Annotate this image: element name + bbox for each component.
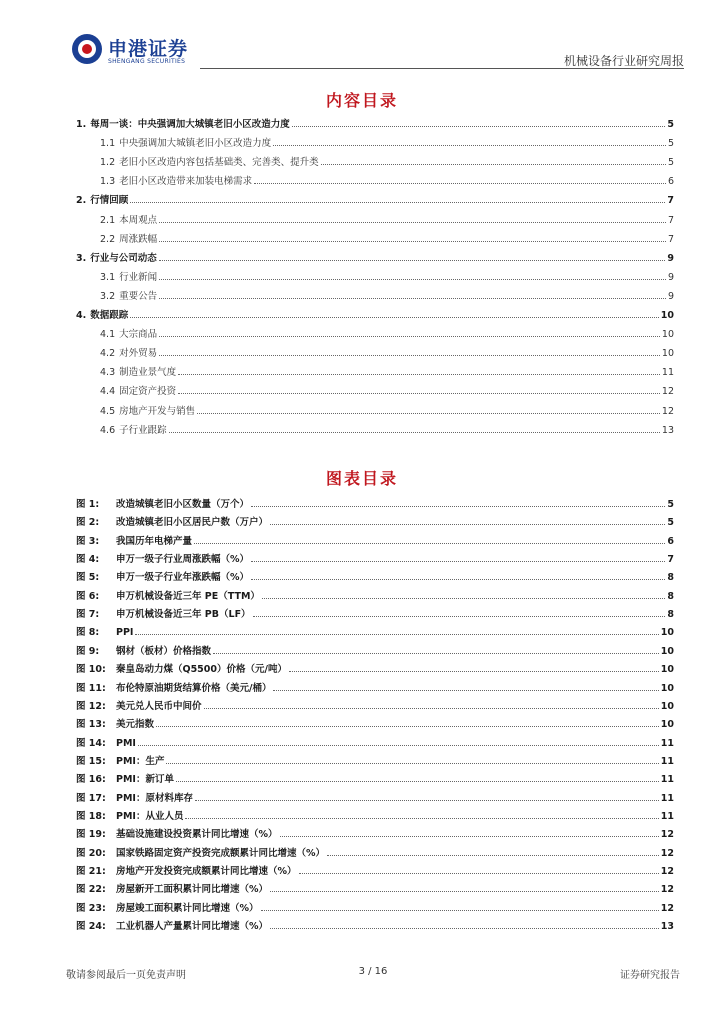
entry-label: 布伦特原油期货结算价格（美元/桶） [116,682,272,694]
dot-leader [169,431,660,433]
entry-label: 改造城镇老旧小区居民户数（万户） [116,517,269,529]
dot-leader [289,670,659,672]
entry-label: PMI：从业人员 [116,810,184,822]
entry-label: PPI [116,627,134,639]
toc-entry[interactable] [76,248,674,264]
entry-number: 图 2: [76,517,100,529]
entry-label: 行业新闻 [119,271,158,283]
entry-label: 子行业跟踪 [119,424,167,436]
dot-leader [130,316,659,318]
dot-leader [176,780,659,782]
figure-entry[interactable] [76,843,674,859]
figure-entry[interactable] [76,714,674,730]
entry-number: 4.4 [100,386,116,398]
entry-label: 每周一谈：中央强调加大城镇老旧小区改造力度 [90,119,290,130]
entry-number: 4.6 [100,424,116,436]
entry-label: 重要公告 [119,290,158,302]
toc-entry[interactable] [76,324,674,340]
entry-page: 9 [667,252,674,264]
brand-name-en: SHENGANG SECURITIES [108,58,186,65]
entry-number: 图 24: [76,921,106,933]
toc-title: 内容目录 [325,91,398,110]
entry-label: 房地产开发与销售 [119,405,196,417]
entry-label: 本周观点 [119,214,158,226]
dot-leader [253,615,666,617]
entry-number: 图 3: [76,535,100,547]
entry-page: 8 [667,572,674,584]
entry-page: 10 [660,627,674,639]
entry-label: 申万机械设备近三年 PE（TTM） [116,590,260,602]
dot-leader [270,890,659,892]
entry-page: 9 [667,290,674,302]
entry-label: 基础设施建设投资累计同比增速（%） [116,829,278,841]
toc-entry[interactable] [76,152,674,168]
figure-entry[interactable] [76,898,674,914]
entry-page: 11 [660,792,674,804]
toc-entry[interactable] [76,190,674,206]
dot-leader [280,835,659,837]
entry-label: 我国历年电梯产量 [116,535,193,547]
toc-entry[interactable] [76,420,674,436]
entry-number: 3. [76,252,87,264]
footer-disclaimer: 敬请参阅最后一页免责声明 [66,970,186,981]
toc-entry[interactable] [76,286,674,302]
figure-entry[interactable] [76,531,674,547]
dot-leader [185,817,658,819]
entry-label: 行业与公司动态 [90,252,157,264]
dot-leader [178,392,660,394]
figure-entry[interactable] [76,788,674,804]
entry-page: 6 [667,176,674,188]
dot-leader [251,560,665,562]
dot-leader [159,278,666,280]
dot-leader [166,762,658,764]
entry-number: 2.1 [100,214,116,226]
entry-label: 数据跟踪 [90,310,129,321]
dot-leader [135,633,658,635]
figure-entry[interactable] [76,549,674,565]
entry-page: 7 [667,233,674,245]
entry-number: 1.2 [100,157,116,169]
dot-leader [273,689,658,691]
entry-page: 12 [660,884,674,896]
entry-page: 10 [660,682,674,694]
dot-leader [197,412,660,414]
entry-number: 图 19: [76,829,106,841]
entry-label: PMI [116,737,136,749]
entry-label: 行情回顾 [90,195,129,207]
entry-label: 老旧小区改造带来加装电梯需求 [119,176,253,188]
entry-label: 房屋竣工面积累计同比增速（%） [116,902,259,914]
entry-number: 4. [76,310,87,321]
entry-number: 图 10: [76,664,106,676]
entry-page: 11 [661,367,674,379]
page-number: 3 / 16 [358,966,388,977]
figure-entry[interactable] [76,604,674,620]
header-divider [200,68,684,69]
entry-label: 改造城镇老旧小区数量（万个） [116,499,250,510]
figure-entry[interactable] [76,659,674,675]
entry-page: 12 [661,386,674,398]
entry-page: 10 [660,700,674,712]
figure-entry[interactable] [76,806,674,822]
figure-entry[interactable] [76,861,674,877]
dot-leader [159,240,666,242]
toc-entry[interactable] [76,229,674,245]
entry-number: 图 6: [76,590,100,602]
toc-entry[interactable] [76,210,674,226]
entry-page: 10 [661,348,674,360]
entry-number: 3.1 [100,271,116,283]
entry-page: 12 [660,902,674,914]
entry-number: 图 23: [76,902,106,914]
entry-page: 7 [667,554,674,566]
report-title: 机械设备行业研究周报 [563,54,684,68]
entry-label: 周涨跌幅 [119,233,158,245]
entry-page: 11 [660,755,674,767]
entry-label: 大宗商品 [119,329,158,341]
dot-leader [262,597,665,599]
entry-page: 6 [667,535,674,547]
figure-entry[interactable] [76,586,674,602]
entry-page: 9 [667,271,674,283]
figure-entry[interactable] [76,733,674,749]
entry-number: 图 21: [76,866,106,877]
entry-page: 12 [661,405,674,417]
entry-label: PMI：新订单 [116,774,174,786]
entry-page: 12 [660,866,674,877]
toc-entry[interactable] [76,305,674,321]
entry-page: 5 [667,517,674,529]
entry-number: 图 11: [76,682,106,694]
entry-number: 4.3 [100,367,116,379]
entry-number: 图 9: [76,645,100,657]
entry-label: 中央强调加大城镇老旧小区改造力度 [119,138,272,150]
figure-entry[interactable] [76,494,674,510]
dot-leader [159,354,660,356]
entry-number: 1. [76,119,87,130]
dot-leader [321,163,666,165]
entry-number: 图 4: [76,554,100,566]
entry-number: 图 7: [76,609,100,621]
entry-page: 13 [661,424,674,436]
figure-entry[interactable] [76,751,674,767]
entry-number: 图 22: [76,884,106,896]
entry-number: 1.1 [100,138,116,150]
toc-entry[interactable] [76,362,674,378]
dot-leader [159,297,666,299]
dot-leader [130,201,665,203]
entry-page: 5 [667,157,674,169]
brand-name-cn: 申港证券 [108,38,189,60]
entry-label: 工业机器人产量累计同比增速（%） [116,921,269,933]
entry-page: 7 [667,195,674,207]
entry-number: 4.2 [100,348,116,360]
logo-icon [72,34,102,64]
dot-leader [270,523,665,525]
entry-page: 10 [660,664,674,676]
entry-number: 4.1 [100,329,116,341]
entry-page: 5 [667,138,674,150]
entry-page: 10 [660,310,674,321]
entry-number: 图 17: [76,792,106,804]
entry-number: 图 12: [76,700,106,712]
entry-number: 图 13: [76,719,106,731]
entry-page: 10 [660,719,674,731]
dot-leader [204,707,659,709]
entry-page: 7 [667,214,674,226]
entry-page: 11 [660,774,674,786]
figure-entry[interactable] [76,879,674,895]
dot-leader [251,578,665,580]
entry-page: 13 [660,921,674,933]
entry-number: 3.2 [100,290,116,302]
entry-number: 1.3 [100,176,116,188]
footer-report-type: 证券研究报告 [620,970,680,981]
entry-label: 固定资产投资 [119,386,177,398]
entry-label: 申万一级子行业周涨跌幅（%） [116,554,250,566]
entry-label: PMI：原材料库存 [116,792,193,804]
dot-leader [156,725,659,727]
entry-number: 4.5 [100,405,116,417]
figure-entry[interactable] [76,916,674,932]
entry-page: 11 [660,737,674,749]
entry-number: 2.2 [100,233,116,245]
entry-label: 对外贸易 [119,348,158,360]
figure-entry[interactable] [76,512,674,528]
entry-label: 国家铁路固定资产投资完成额累计同比增速（%） [116,847,326,859]
entry-page: 8 [667,590,674,602]
dot-leader [327,854,659,856]
entry-label: 制造业景气度 [119,367,177,379]
toc-entry[interactable] [76,401,674,417]
entry-label: 房屋新开工面积累计同比增速（%） [116,884,269,896]
figure-entry[interactable] [76,622,674,638]
dot-leader [251,505,665,507]
dot-leader [299,872,659,874]
entry-page: 5 [667,119,674,130]
entry-number: 图 14: [76,737,106,749]
dot-leader [213,652,659,654]
entry-label: 房地产开发投资完成额累计同比增速（%） [116,866,297,877]
toc-entry[interactable] [76,381,674,397]
entry-number: 图 8: [76,627,100,639]
figure-entry[interactable] [76,824,674,840]
dot-leader [270,927,659,929]
entry-number: 图 18: [76,810,106,822]
entry-number: 图 16: [76,774,106,786]
entry-page: 12 [660,829,674,841]
toc-entry[interactable] [76,343,674,359]
entry-label: PMI：生产 [116,755,165,767]
figure-entry[interactable] [76,567,674,583]
dot-leader [254,182,666,184]
dot-leader [159,335,660,337]
entry-number: 图 5: [76,572,100,584]
figure-entry[interactable] [76,696,674,712]
dot-leader [261,909,659,911]
entry-label: 申万机械设备近三年 PB（LF） [116,609,251,621]
figures-title: 图表目录 [325,469,398,488]
entry-page: 10 [661,329,674,341]
toc-entry[interactable] [76,171,674,187]
dot-leader [195,799,659,801]
dot-leader [138,744,659,746]
toc-entry[interactable] [76,133,674,149]
entry-page: 10 [660,645,674,657]
page-header [70,32,684,72]
entry-number: 图 20: [76,847,106,859]
dot-leader [159,221,666,223]
toc-entry[interactable] [76,114,674,130]
entry-number: 2. [76,195,87,207]
entry-page: 12 [660,847,674,859]
dot-leader [273,144,666,146]
toc-entry[interactable] [76,267,674,283]
entry-number: 图 1: [76,499,100,510]
entry-label: 美元指数 [116,719,155,731]
entry-label: 美元兑人民币中间价 [116,700,202,712]
figure-entry[interactable] [76,769,674,785]
entry-label: 秦皇岛动力煤（Q5500）价格（元/吨） [116,664,287,676]
entry-number: 图 15: [76,755,106,767]
entry-page: 8 [667,609,674,621]
dot-leader [292,125,666,127]
dot-leader [178,373,660,375]
entry-label: 钢材（板材）价格指数 [116,645,212,657]
entry-page: 5 [667,499,674,510]
entry-label: 申万一级子行业年涨跌幅（%） [116,572,250,584]
entry-page: 11 [660,810,674,822]
entry-label: 老旧小区改造内容包括基础类、完善类、提升类 [119,157,319,169]
dot-leader [194,542,665,544]
figure-entry[interactable] [76,678,674,694]
figure-entry[interactable] [76,641,674,657]
dot-leader [159,259,666,261]
